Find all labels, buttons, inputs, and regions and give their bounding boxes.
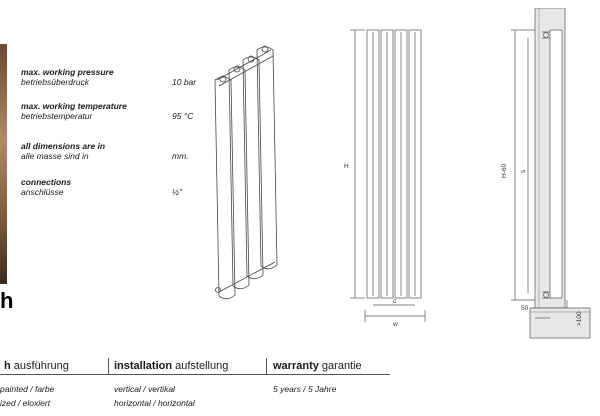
table-col1-title: h xyxy=(4,360,11,372)
spec-connections xyxy=(21,177,231,197)
front-w-label: w xyxy=(393,321,398,328)
table-col2-row2: horizontal / horizontal xyxy=(114,398,195,408)
spec-connections-key: connections xyxy=(21,177,72,187)
table-col1-row1: painted / farbe xyxy=(0,384,55,394)
radiator-tube-3 xyxy=(243,57,263,279)
table-separator xyxy=(108,358,109,374)
spec-temperature-value: 95 °C xyxy=(172,111,194,121)
spec-temperature xyxy=(21,101,231,121)
side-s-label: s xyxy=(520,169,527,173)
table-col1-row2: ized / eloxiert xyxy=(0,398,51,408)
side-h60-label: H-60 xyxy=(501,163,508,178)
table-col2-row1: vertical / vertikal xyxy=(114,384,175,394)
radiator-tube-1 xyxy=(215,77,235,299)
table-col1-header xyxy=(4,360,69,372)
product-photo-edge xyxy=(0,44,7,284)
table-separator xyxy=(266,358,267,374)
radiator-tube-4 xyxy=(257,47,277,269)
spec-dimensions-key: all dimensions are in xyxy=(21,141,106,151)
table-col2-subtitle: aufstellung xyxy=(175,360,229,372)
side-offset-label: 50 xyxy=(521,305,529,312)
radiator-tube-2 xyxy=(229,67,249,289)
spec-pressure-sub: betriebsüberdruck xyxy=(21,77,90,87)
side-radiator-body xyxy=(550,30,562,298)
spec-pressure xyxy=(21,67,231,87)
spec-pressure-key: max. working pressure xyxy=(21,67,114,77)
spec-dimensions xyxy=(21,141,231,161)
side-view-drawing xyxy=(495,8,595,353)
product-title-fragment: h xyxy=(0,288,14,313)
radiator-perspective-drawing xyxy=(205,40,290,315)
table-col2-title: installation xyxy=(114,360,173,372)
spec-temperature-key: max. working temperature xyxy=(21,101,127,111)
spec-temperature-sub: betriebstemperatur xyxy=(21,111,93,121)
front-height-label: H xyxy=(344,163,349,170)
table-col3-subtitle: garantie xyxy=(321,360,362,372)
front-view-drawing xyxy=(335,10,445,330)
side-floor-label: >100 xyxy=(576,311,583,326)
spec-pressure-value: 10 bar xyxy=(172,77,197,87)
table-col3-row1: 5 years / 5 Jahre xyxy=(273,384,337,394)
table-rule xyxy=(0,374,390,375)
spec-dimensions-sub: alle masse sind in xyxy=(21,151,89,161)
spec-connections-value: ½" xyxy=(172,187,183,197)
spec-connections-sub: anschlüsse xyxy=(21,187,64,197)
table-col3-title: warranty xyxy=(273,360,319,372)
table-col2-header xyxy=(114,360,228,372)
front-c-label: c xyxy=(393,298,397,305)
table-col1-subtitle: ausführung xyxy=(13,360,69,372)
spec-dimensions-value: mm. xyxy=(172,151,189,161)
table-col3-header xyxy=(273,360,362,372)
